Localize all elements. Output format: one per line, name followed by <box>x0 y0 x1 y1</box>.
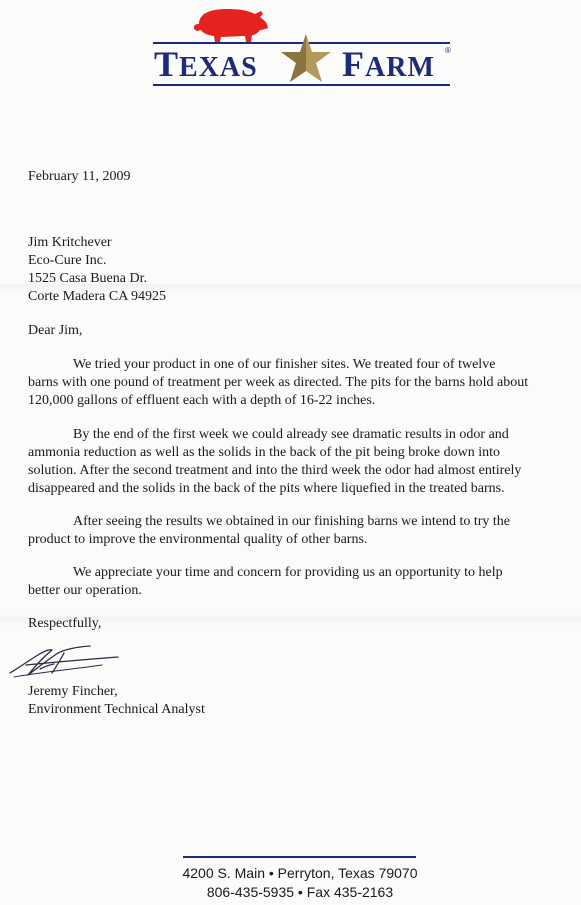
letterhead-logo <box>150 4 452 90</box>
paragraph-line: 120,000 gallons of effluent each with a depth of 16-22 inches. <box>28 393 376 408</box>
footer-address: 4200 S. Main • Perryton, Texas 79070 <box>182 865 418 881</box>
letter-date: February 11, 2009 <box>28 169 131 184</box>
salutation: Dear Jim, <box>28 323 83 338</box>
paragraph-line: We appreciate your time and concern for providing us an opportunity to help <box>73 565 503 580</box>
handwritten-signature <box>6 643 124 683</box>
paragraph-line: barns with one pound of treatment per week as directed. The pits for the barns hold about <box>28 375 529 390</box>
recipient-name: Jim Kritchever <box>28 235 112 250</box>
recipient-city-state-zip: Corte Madera CA 94925 <box>28 289 167 304</box>
footer-phone-fax: 806-435-5935 • Fax 435-2163 <box>206 884 394 900</box>
paragraph-line: better our operation. <box>28 583 142 598</box>
paragraph-line: We tried your product in one of our finisher sites. We treated four of twelve <box>73 357 496 372</box>
paragraph-line: By the end of the first week we could already see dramatic results in odor and <box>73 427 509 442</box>
body-paragraph <box>28 513 568 549</box>
brand-word-farm: FARM <box>342 44 435 84</box>
closing: Respectfully, <box>28 616 102 631</box>
body-paragraph <box>28 356 568 410</box>
body-paragraph <box>28 564 568 600</box>
star-icon <box>279 32 333 86</box>
logo-bottom-rule <box>153 84 450 86</box>
body-paragraph <box>28 426 568 498</box>
paragraph-line: product to improve the environmental quality of other barns. <box>28 532 368 547</box>
recipient-company: Eco-Cure Inc. <box>28 253 107 268</box>
pig-icon <box>185 4 269 44</box>
recipient-street: 1525 Casa Buena Dr. <box>28 271 147 286</box>
registered-mark: ® <box>445 46 451 55</box>
paragraph-line: solution. After the second treatment and into the third week the odor had almost entirely <box>28 463 522 478</box>
paragraph-line: ammonia reduction as well as the solids in the back of the pit being broke down into <box>28 445 501 460</box>
brand-word-texas: TEXAS <box>154 44 258 84</box>
paragraph-line: After seeing the results we obtained in our finishing barns we intend to try the <box>73 514 511 529</box>
signer-name: Jeremy Fincher, <box>28 684 118 699</box>
signer-title: Environment Technical Analyst <box>28 702 205 717</box>
paragraph-line: disappeared and the solids in the back of the pits where liquefied in the treated barns. <box>28 481 505 496</box>
footer-rule <box>183 856 416 858</box>
